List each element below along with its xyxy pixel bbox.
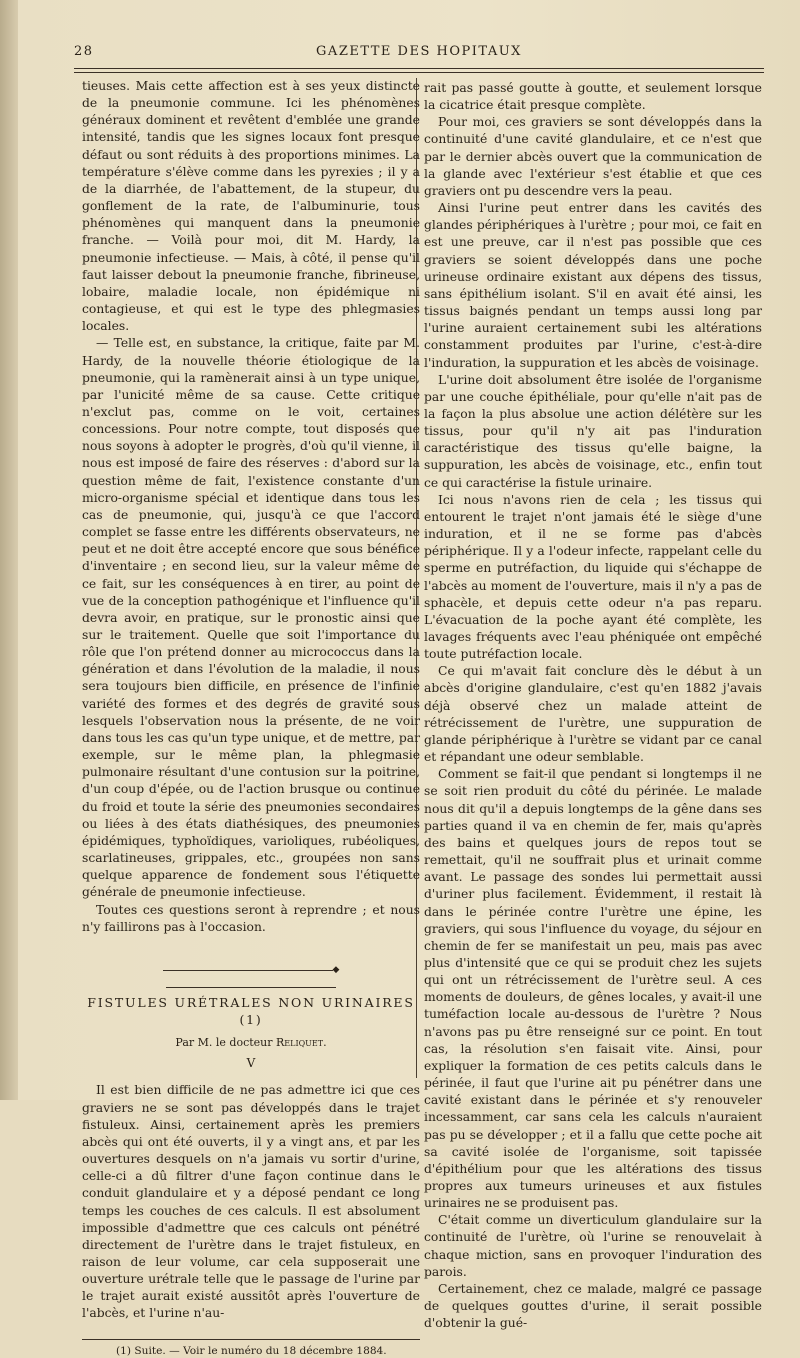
page-binding-edge: [0, 0, 18, 1100]
journal-title: GAZETTE DES HOPITAUX: [316, 44, 522, 59]
ornament-diamond-icon: ◆: [332, 964, 340, 975]
ornament-line: [166, 987, 336, 988]
left-paragraph: Toutes ces questions seront à reprendre ; et nous n'y faillirons pas à l'occasion.: [82, 902, 420, 934]
article-title: FISTULES URÉTRALES NON URINAIRES (1): [87, 994, 415, 1027]
byline-author: Reliquet.: [276, 1036, 327, 1050]
footnote-rule: [82, 1339, 420, 1340]
article-paragraph: Il est bien difficile de ne pas admettre ici que ces graviers ne se sont pas développés dans le trajet fistuleux. Ainsi, certainement après les premiers abcès qui ont été ouverts, il y a vingt ans, et par les ouvertures desquels on n'a jamais vu sortir d'urine, celle-ci a dû filtrer d'une façon continue dans le conduit glandulaire et y a déposé pendant ce long temps les couches de ces calculs. Il est absolument impossible d'admettre que ces calculs ont pénétré directement de l'urètre dans le trajet fistuleux, en raison de leur volume, car cela supposerait une ouverture urétrale telle que le passage de l'urine par le trajet aurait existé aussitôt après l'ouverture de l'abcès, et l'urine n'au-: [82, 1083, 420, 1321]
right-paragraph: rait pas passé goutte à goutte, et seulement lorsque la cicatrice était presque complète.: [424, 81, 762, 113]
right-paragraph: C'était comme un diverticulum glandulaire sur la continuité de l'urètre, où l'urine se renouvelait à chaque miction, sans en provoquer l'induration des parois.: [424, 1213, 762, 1279]
header-rule-thin: [74, 72, 764, 73]
page-number: 28: [74, 44, 94, 59]
right-paragraph: Ici nous n'avons rien de cela ; les tissus qui entourent le trajet n'ont jamais été le siège d'une induration, et il ne se forme pas d'abcès périphérique. Il y a l'odeur infecte, rappelant celle du sperme en putréfaction, du liquide qui s'échappe de l'abcès au moment de l'ouverture, mais il n'y a pas de sphacèle, et depuis cette odeur n'a pas reparu. L'évacuation de la poche ayant été complète, les lavages fréquents avec l'eau phéniquée ont empêché toute putréfaction locale.: [424, 492, 762, 662]
article-byline: [82, 1034, 420, 1051]
right-paragraph: Comment se fait-il que pendant si longtemps il ne se soit rien produit du côté du périnée. Le malade nous dit qu'il a depuis longtemps de la gêne dans ses parties quand il va en chemin de fer, mais qu'après des bains et quelques jours de repos tout se remettait, qu'il ne souffrait plus et urinait comme avant. Le passage des sondes lui permettait aussi d'uriner plus facilement. Évidemment, il restait là dans le périnée contre l'urètre une épine, les graviers, qui sous l'influence du voyage, du séjour en chemin de fer se manifestait un peu, mais pas avec plus d'intensité que ce qui se produit chez les sujets qui ont un rétrécissement de l'urètre seul. A ces moments de douleurs, de gênes locales, y avait-il une tuméfaction locale au-dessous de l'urètre ? Nous n'avons pas pu être renseigné sur ce point. En tout cas, la résolution s'en faisait vite. Ainsi, pour expliquer la formation de ces petits calculs dans le périnée, il faut que l'urine ait pu pénétrer dans une cavité existant dans le périnée et s'y renouveler incessamment, car sans cela les calculs n'auraient pas pu se développer ; et il a fallu que cette poche ait sa cavité isolée de l'organisme, soit tapissée d'épithélium pour que les altérations des tissus propres aux tumeurs urineuses et aux fistules urinaires ne se produisent pas.: [424, 767, 762, 1211]
right-paragraph: Ce qui m'avait fait conclure dès le début à un abcès d'origine glandulaire, c'est qu'en 1882 j'avais déjà observé chez un malade atteint de rétrécissement de l'urètre, une suppuration de glande périphérique à l'urètre se vidant par ce canal et répandant une odeur semblable.: [424, 664, 762, 765]
left-paragraph: tieuses. Mais cette affection est à ses yeux distincte de la pneumonie commune. Ici les phénomènes généraux dominent et revêtent d'emblée une grande intensité, tandis que les signes locaux font presque défaut ou sont réduits à des proportions minimes. La température s'élève comme dans les pyrexies ; il y a de la diarrhée, de l'abattement, de la stupeur, du gonflement de la rate, de l'albuminurie, tous phénomènes qui manquent dans la pneumonie franche. — Voilà pour moi, dit M. Hardy, la pneumonie infectieuse. — Mais, à côté, il pense qu'il faut laisser debout la pneumonie franche, fibrineuse, lobaire, maladie locale, non épidémique ni contagieuse, et qui est le type des phlegmasies locales.: [82, 79, 420, 334]
left-column: [82, 78, 420, 1358]
header-rule-thick: [74, 68, 764, 69]
right-paragraph: Pour moi, ces graviers se sont développés dans la continuité d'une cavité glandulaire, et ce n'est que par le dernier abcès ouvert que la communication de la glande avec l'extérieur s'est établie et que ces graviers ont pu descendre vers la peau.: [424, 115, 762, 198]
right-paragraph: Certainement, chez ce malade, malgré ce passage de quelques gouttes d'urine, il serait possible d'obtenir la gué-: [424, 1281, 762, 1331]
footnote: (1) Suite. — Voir le numéro du 18 décembre 1884.: [116, 1344, 387, 1357]
right-paragraph: Ainsi l'urine peut entrer dans les cavités des glandes périphériques à l'urètre ; pour moi, ce fait en est une preuve, car il n'est pas possible que ces graviers se soient développés dans une poche urineuse ordinaire existant aux dépens des tissus, sans épithélium isolant. S'il en avait été ainsi, les tissus baignés pendant un temps aussi long par l'urine auraient certainement subi les altérations constamment produites par l'urine, c'est-à-dire l'induration, la suppuration et les abcès de voisinage.: [424, 201, 762, 370]
right-paragraph: L'urine doit absolument être isolée de l'organisme par une couche épithéliale, pour qu'elle n'ait pas de la façon la plus absolue une action délétère sur les tissus, pour qu'il n'y ait pas l'induration caractéristique des tissus qu'elle baigne, la suppuration, les abcès de voisinage, etc., enfin tout ce qui caractérise la fistule urinaire.: [424, 372, 762, 490]
ornament-line: [163, 970, 333, 971]
page-header: [74, 44, 764, 64]
byline-prefix: Par M. le docteur: [175, 1036, 273, 1050]
left-paragraph: — Telle est, en substance, la critique, faite par M. Hardy, de la nouvelle théorie étiologique de la pneumonie, qui la ramènerait ainsi à un type unique, par l'unicité même de sa cause. Cette critique n'exclut pas, comme on le voit, certaines concessions. Pour notre compte, tout disposés que nous soyons à adopter le progrès, d'où qu'il vienne, il nous est imposé de faire des réserves : d'abord sur la question même de fait, l'existence constante d'un micro-organisme spécial et identique dans tous les cas de pneumonie, qui, jusqu'à ce que l'accord complet se fasse entre les différents observateurs, ne peut et ne doit être accepté encore que sous bénéfice d'inventaire ; en second lieu, sur la valeur même de ce fait, sur les conséquences à en tirer, au point de vue de la conception pathogénique et l'influence qu'il devra avoir, en pratique, sur le pronostic ainsi que sur le traitement. Quelle que soit l'importance du rôle que l'on prétend donner au micrococcus dans la génération et dans l'évolution de la maladie, il nous sera toujours bien difficile, en présence de l'infinie variété des formes et des degrés de gravité sous lesquels l'observation nous la présente, de ne voir dans tous les cas qu'un type unique, et de mettre, par exemple, sur le même plan, la phlegmasie pulmonaire résultant d'une contusion sur la poitrine, d'un coup d'épée, ou de l'action brusque ou continue du froid et toute la série des pneumonies secondaires ou liées à des états diathésiques, des pneumonies épidémiques, typhoïdiques, varioliques, rubéoliques, scarlatineuses, grippales, etc., groupées non sans quelque apparence de fondement sous l'étiquette générale de pneumonie infectieuse.: [82, 336, 420, 900]
right-column: [424, 80, 762, 1332]
section-numeral: V: [246, 1056, 256, 1071]
section-ornament: [82, 962, 420, 975]
